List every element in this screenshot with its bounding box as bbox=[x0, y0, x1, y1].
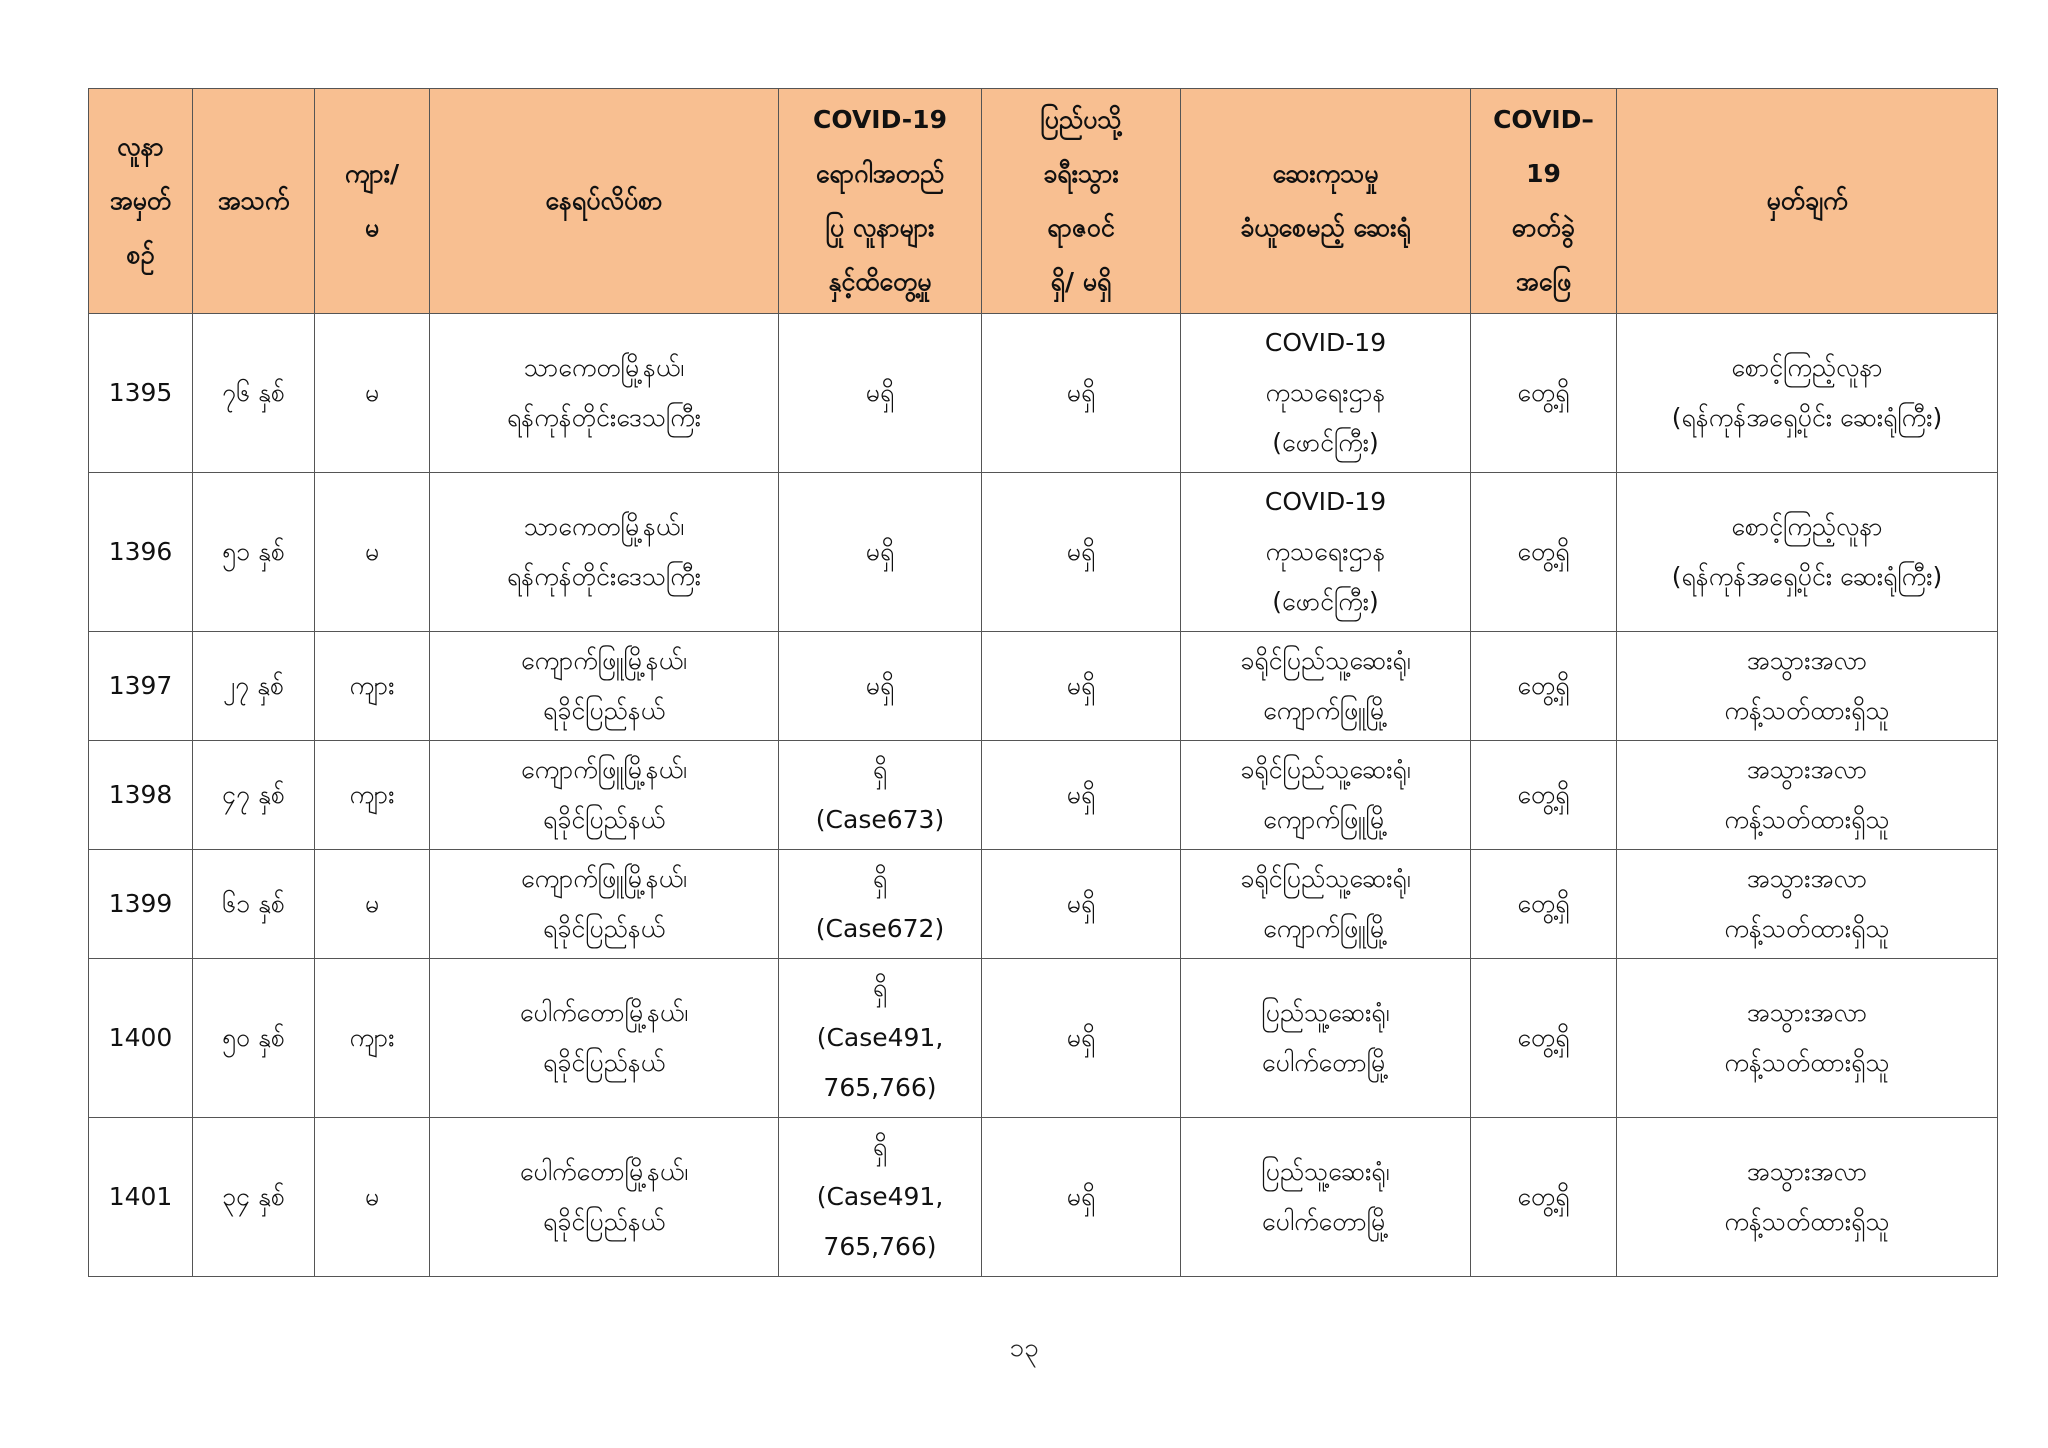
cell-remarks bbox=[1617, 959, 1998, 1118]
cell-travel-history: မရှိ bbox=[982, 1118, 1181, 1277]
cell-hospital-line: ခရိုင်ပြည်သူ့ဆေးရုံ၊ bbox=[1240, 755, 1411, 784]
cell-remarks-line: ကန့်သတ်ထားရှိသူ bbox=[1724, 1207, 1890, 1236]
cell-hospital-line: COVID-19 bbox=[1264, 487, 1387, 516]
header-line: မ bbox=[364, 213, 380, 242]
cell-remarks bbox=[1617, 850, 1998, 959]
cell-remarks-line: (ရန်ကုန်အရှေ့ပိုင်း ဆေးရုံကြီး) bbox=[1671, 562, 1943, 591]
table-row bbox=[89, 850, 1998, 959]
header-row bbox=[89, 89, 1998, 314]
page-number: ၁၃ bbox=[1009, 1333, 1039, 1363]
cell-hospital-line: ပေါက်တောမြို့ bbox=[1261, 1048, 1390, 1077]
cell-remarks-line: စောင့်ကြည့်လူနာ bbox=[1731, 353, 1883, 382]
header-line: အမှတ် bbox=[109, 186, 172, 215]
header-line: ဆေးကုသမှု bbox=[1272, 159, 1379, 188]
header-line: မှတ်ချက် bbox=[1766, 186, 1848, 215]
cell-remarks-line: အသွားအလာ bbox=[1746, 998, 1868, 1027]
cell-contact-line: မရှိ bbox=[865, 537, 895, 566]
table-body bbox=[89, 314, 1998, 1277]
cell-remarks-line: ကန့်သတ်ထားရှိသူ bbox=[1724, 696, 1890, 725]
cell-patient-no: 1397 bbox=[89, 632, 193, 741]
cell-address-line: ရခိုင်ပြည်နယ် bbox=[542, 805, 666, 834]
cell-contact-line: ရှိ bbox=[872, 864, 888, 893]
header-line: ရှိ/ မရှိ bbox=[1050, 267, 1112, 296]
cell-sex: ကျား bbox=[315, 959, 430, 1118]
cell-lab-result: တွေ့ရှိ bbox=[1471, 1118, 1617, 1277]
cell-hospital bbox=[1181, 959, 1471, 1118]
cell-contact-line: (Case672) bbox=[815, 914, 945, 943]
header-line: ရောဂါအတည် bbox=[815, 159, 945, 188]
cell-sex: မ bbox=[315, 1118, 430, 1277]
cell-remarks-line: အသွားအလာ bbox=[1746, 1157, 1868, 1186]
header-sex bbox=[315, 89, 430, 314]
cell-hospital-line: (ဖောင်ကြီး) bbox=[1272, 428, 1379, 457]
cell-patient-no: 1399 bbox=[89, 850, 193, 959]
cell-travel-history: မရှိ bbox=[982, 850, 1181, 959]
table-row bbox=[89, 632, 1998, 741]
cell-address bbox=[430, 1118, 779, 1277]
cell-address bbox=[430, 314, 779, 473]
cell-sex: မ bbox=[315, 314, 430, 473]
cell-address bbox=[430, 850, 779, 959]
cell-remarks bbox=[1617, 314, 1998, 473]
cell-hospital-line: ကျောက်ဖြူမြို့ bbox=[1263, 805, 1388, 834]
cell-contact bbox=[779, 314, 982, 473]
cell-patient-no: 1396 bbox=[89, 473, 193, 632]
header-line: ခံယူစေမည့် ဆေးရုံ bbox=[1240, 213, 1411, 242]
cell-contact-line: ရှိ bbox=[872, 755, 888, 784]
cell-lab-result: တွေ့ရှိ bbox=[1471, 632, 1617, 741]
cell-hospital-line: (ဖောင်ကြီး) bbox=[1272, 587, 1379, 616]
table-header bbox=[89, 89, 1998, 314]
header-line: 19 bbox=[1526, 159, 1561, 188]
cell-age: ၇၆ နှစ် bbox=[193, 314, 315, 473]
header-line: ခရီးသွား bbox=[1043, 159, 1119, 188]
header-address bbox=[430, 89, 779, 314]
cell-address-line: ကျောက်ဖြူမြို့နယ်၊ bbox=[521, 646, 687, 675]
header-line: ကျား/ bbox=[344, 159, 400, 188]
header-patient-no bbox=[89, 89, 193, 314]
cell-contact-line: မရှိ bbox=[865, 671, 895, 700]
header-line: အဖြေ bbox=[1515, 267, 1572, 296]
cell-hospital-line: ခရိုင်ပြည်သူ့ဆေးရုံ၊ bbox=[1240, 646, 1411, 675]
cell-contact-line: (Case673) bbox=[815, 805, 945, 834]
cell-sex: မ bbox=[315, 473, 430, 632]
header-contact bbox=[779, 89, 982, 314]
header-age bbox=[193, 89, 315, 314]
cell-travel-history: မရှိ bbox=[982, 741, 1181, 850]
cell-hospital-line: ပြည်သူ့ဆေးရုံ၊ bbox=[1261, 1157, 1390, 1186]
cell-patient-no: 1395 bbox=[89, 314, 193, 473]
header-line: အသက် bbox=[217, 186, 290, 215]
cell-age: ၅၁ နှစ် bbox=[193, 473, 315, 632]
header-line: COVID– bbox=[1493, 105, 1594, 134]
cell-remarks-line: စောင့်ကြည့်လူနာ bbox=[1731, 512, 1883, 541]
cell-address-line: သာကေတမြို့နယ်၊ bbox=[523, 512, 685, 541]
cell-age: ၃၄ နှစ် bbox=[193, 1118, 315, 1277]
cell-hospital bbox=[1181, 741, 1471, 850]
cell-contact bbox=[779, 959, 982, 1118]
cell-contact bbox=[779, 741, 982, 850]
cell-hospital-line: ပေါက်တောမြို့ bbox=[1261, 1207, 1390, 1236]
cell-hospital bbox=[1181, 1118, 1471, 1277]
header-lab-result bbox=[1471, 89, 1617, 314]
table-row bbox=[89, 741, 1998, 850]
cell-patient-no: 1401 bbox=[89, 1118, 193, 1277]
cell-hospital-line: ပြည်သူ့ဆေးရုံ၊ bbox=[1261, 998, 1390, 1027]
cell-address bbox=[430, 632, 779, 741]
cell-hospital bbox=[1181, 473, 1471, 632]
cell-address bbox=[430, 741, 779, 850]
cell-address-line: ရခိုင်ပြည်နယ် bbox=[542, 696, 666, 725]
cell-lab-result: တွေ့ရှိ bbox=[1471, 314, 1617, 473]
header-line: လူနာ bbox=[117, 132, 164, 161]
cases-table-container bbox=[88, 88, 1997, 1277]
cell-hospital bbox=[1181, 850, 1471, 959]
cell-contact-line: မရှိ bbox=[865, 378, 895, 407]
cell-patient-no: 1398 bbox=[89, 741, 193, 850]
cell-remarks-line: အသွားအလာ bbox=[1746, 864, 1868, 893]
header-travel-history bbox=[982, 89, 1181, 314]
cell-remarks-line: (ရန်ကုန်အရှေ့ပိုင်း ဆေးရုံကြီး) bbox=[1671, 403, 1943, 432]
cell-travel-history: မရှိ bbox=[982, 959, 1181, 1118]
cell-address-line: သာကေတမြို့နယ်၊ bbox=[523, 353, 685, 382]
table-row bbox=[89, 959, 1998, 1118]
header-line: COVID-19 bbox=[813, 105, 947, 134]
cell-contact-line: ရှိ bbox=[872, 1132, 888, 1161]
cell-remarks bbox=[1617, 632, 1998, 741]
cell-remarks-line: ကန့်သတ်ထားရှိသူ bbox=[1724, 914, 1890, 943]
cell-remarks-line: အသွားအလာ bbox=[1746, 646, 1868, 675]
table-row bbox=[89, 314, 1998, 473]
table-row bbox=[89, 473, 1998, 632]
cell-travel-history: မရှိ bbox=[982, 314, 1181, 473]
cell-sex: ကျား bbox=[315, 632, 430, 741]
cell-patient-no: 1400 bbox=[89, 959, 193, 1118]
cell-hospital bbox=[1181, 314, 1471, 473]
cell-lab-result: တွေ့ရှိ bbox=[1471, 959, 1617, 1118]
cell-contact bbox=[779, 1118, 982, 1277]
cell-age: ၂၇ နှစ် bbox=[193, 632, 315, 741]
cell-address-line: ရန်ကုန်တိုင်းဒေသကြီး bbox=[506, 403, 702, 432]
header-line: ပြု လူနာများ bbox=[825, 213, 935, 242]
cell-address-line: ရန်ကုန်တိုင်းဒေသကြီး bbox=[506, 562, 702, 591]
cell-remarks bbox=[1617, 1118, 1998, 1277]
cell-address-line: ကျောက်ဖြူမြို့နယ်၊ bbox=[521, 755, 687, 784]
header-line: နေရပ်လိပ်စာ bbox=[545, 186, 663, 215]
header-line: စဉ် bbox=[126, 240, 155, 269]
cell-address-line: ကျောက်ဖြူမြို့နယ်၊ bbox=[521, 864, 687, 893]
cell-address bbox=[430, 473, 779, 632]
cell-lab-result: တွေ့ရှိ bbox=[1471, 741, 1617, 850]
cell-sex: မ bbox=[315, 850, 430, 959]
cell-address-line: ရခိုင်ပြည်နယ် bbox=[542, 1048, 666, 1077]
cell-age: ၆၁ နှစ် bbox=[193, 850, 315, 959]
cell-hospital bbox=[1181, 632, 1471, 741]
cell-contact-line: 765,766) bbox=[823, 1073, 937, 1102]
cell-travel-history: မရှိ bbox=[982, 632, 1181, 741]
cell-hospital-line: ခရိုင်ပြည်သူ့ဆေးရုံ၊ bbox=[1240, 864, 1411, 893]
cell-contact bbox=[779, 850, 982, 959]
cell-remarks-line: ကန့်သတ်ထားရှိသူ bbox=[1724, 805, 1890, 834]
cell-age: ၅၀ နှစ် bbox=[193, 959, 315, 1118]
header-line: နှင့်ထိတွေ့မှု bbox=[828, 267, 932, 296]
cell-contact-line: 765,766) bbox=[823, 1232, 937, 1261]
cell-contact bbox=[779, 632, 982, 741]
cases-table bbox=[88, 88, 1998, 1277]
cell-hospital-line: ကုသရေးဌာန bbox=[1265, 537, 1386, 566]
header-line: ပြည်ပသို့ bbox=[1040, 105, 1122, 134]
table-row bbox=[89, 1118, 1998, 1277]
cell-age: ၄၇ နှစ် bbox=[193, 741, 315, 850]
cell-remarks bbox=[1617, 473, 1998, 632]
cell-lab-result: တွေ့ရှိ bbox=[1471, 850, 1617, 959]
cell-remarks-line: ကန့်သတ်ထားရှိသူ bbox=[1724, 1048, 1890, 1077]
cell-lab-result: တွေ့ရှိ bbox=[1471, 473, 1617, 632]
header-line: ရာဇဝင် bbox=[1047, 213, 1115, 242]
cell-travel-history: မရှိ bbox=[982, 473, 1181, 632]
header-line: ဓာတ်ခွဲ bbox=[1512, 213, 1575, 242]
cell-contact-line: (Case491, bbox=[816, 1023, 944, 1052]
cell-remarks bbox=[1617, 741, 1998, 850]
cell-address-line: ရခိုင်ပြည်နယ် bbox=[542, 914, 666, 943]
cell-hospital-line: ကျောက်ဖြူမြို့ bbox=[1263, 696, 1388, 725]
cell-address bbox=[430, 959, 779, 1118]
cell-contact-line: ရှိ bbox=[872, 973, 888, 1002]
cell-sex: ကျား bbox=[315, 741, 430, 850]
cell-hospital-line: ကုသရေးဌာန bbox=[1265, 378, 1386, 407]
cell-hospital-line: COVID-19 bbox=[1264, 328, 1387, 357]
cell-contact bbox=[779, 473, 982, 632]
header-hospital bbox=[1181, 89, 1471, 314]
cell-address-line: ရခိုင်ပြည်နယ် bbox=[542, 1207, 666, 1236]
cell-address-line: ပေါက်တောမြို့နယ်၊ bbox=[519, 1157, 689, 1186]
header-remarks bbox=[1617, 89, 1998, 314]
cell-contact-line: (Case491, bbox=[816, 1182, 944, 1211]
cell-hospital-line: ကျောက်ဖြူမြို့ bbox=[1263, 914, 1388, 943]
cell-remarks-line: အသွားအလာ bbox=[1746, 755, 1868, 784]
cell-address-line: ပေါက်တောမြို့နယ်၊ bbox=[519, 998, 689, 1027]
